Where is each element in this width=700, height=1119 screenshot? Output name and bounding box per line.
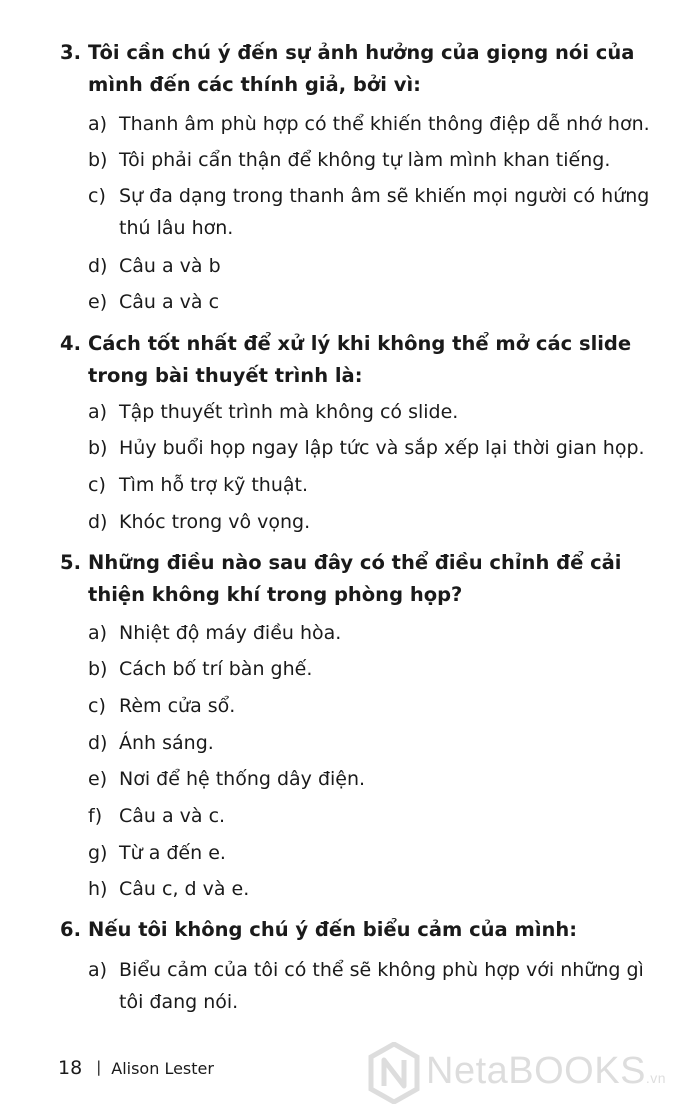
option-text: Cách bố trí bàn ghế. (119, 658, 313, 680)
option-letter: b) (88, 658, 108, 680)
question-number: 5. (60, 551, 81, 574)
author-name: Alison Lester (111, 1059, 214, 1078)
question-4 (60, 328, 665, 392)
option-5h (88, 873, 668, 905)
option-4a (88, 396, 668, 428)
watermark-brand: NetaBOOKS (426, 1050, 646, 1092)
option-text: Thanh âm phù hợp có thể khiến thông điệp dễ nhớ hơn. (119, 113, 650, 135)
option-letter: d) (88, 255, 108, 277)
option-letter: e) (88, 291, 108, 313)
option-letter: g) (88, 842, 108, 864)
option-5c (88, 690, 668, 722)
option-letter: a) (88, 401, 108, 423)
option-text: Tìm hỗ trợ kỹ thuật. (119, 474, 309, 496)
option-text: Sự đa dạng trong thanh âm sẽ khiến mọi người có hứng thú lâu hơn. (119, 185, 650, 239)
option-letter: c) (88, 185, 106, 207)
option-text: Rèm cửa sổ. (119, 695, 236, 717)
watermark-text (426, 1050, 666, 1093)
option-text: Câu c, d và e. (119, 878, 250, 900)
option-text: Từ a đến e. (119, 842, 226, 864)
option-4c (88, 469, 668, 501)
option-text: Câu a và c. (119, 805, 226, 827)
option-letter: e) (88, 768, 108, 790)
question-6 (60, 914, 665, 946)
option-text: Tập thuyết trình mà không có slide. (119, 401, 459, 423)
option-letter: c) (88, 695, 106, 717)
option-5f (88, 800, 668, 832)
option-text: Khóc trong vô vọng. (119, 511, 311, 533)
question-5 (60, 547, 665, 611)
question-3 (60, 37, 665, 101)
option-5d (88, 727, 668, 759)
watermark (368, 1038, 690, 1108)
option-3b (88, 144, 668, 176)
question-text: Tôi cần chú ý đến sự ảnh hưởng của giọng nói của mình đến các thính giả, bởi vì: (88, 41, 635, 96)
option-letter: f) (88, 805, 103, 827)
option-6a (88, 954, 668, 1018)
option-letter: a) (88, 622, 108, 644)
question-text: Những điều nào sau đây có thể điều chỉnh để cải thiện không khí trong phòng họp? (88, 551, 622, 606)
option-text: Ánh sáng. (119, 732, 214, 754)
footer-separator: | (96, 1058, 102, 1076)
option-text: Nhiệt độ máy điều hòa. (119, 622, 342, 644)
option-5a (88, 617, 668, 649)
option-letter: d) (88, 511, 108, 533)
option-3d (88, 250, 668, 282)
option-5g (88, 837, 668, 869)
question-text: Nếu tôi không chú ý đến biểu cảm của mình: (88, 918, 578, 941)
option-letter: b) (88, 149, 108, 171)
page-footer (58, 1054, 214, 1082)
netabooks-logo-icon (368, 1042, 420, 1104)
option-text: Câu a và c (119, 291, 220, 313)
page-number: 18 (58, 1057, 83, 1079)
option-letter: b) (88, 437, 108, 459)
option-3a (88, 108, 668, 140)
option-4d (88, 506, 668, 538)
option-text: Tôi phải cẩn thận để không tự làm mình khan tiếng. (119, 149, 611, 171)
option-letter: h) (88, 878, 108, 900)
option-letter: a) (88, 113, 108, 135)
question-number: 3. (60, 41, 81, 64)
option-text: Biểu cảm của tôi có thể sẽ không phù hợp với những gì tôi đang nói. (119, 959, 644, 1013)
option-3e (88, 286, 668, 318)
option-text: Câu a và b (119, 255, 221, 277)
option-letter: c) (88, 474, 106, 496)
option-text: Nơi để hệ thống dây điện. (119, 768, 366, 790)
option-3c (88, 180, 668, 244)
option-letter: a) (88, 959, 108, 981)
option-4b (88, 432, 668, 464)
question-number: 4. (60, 332, 81, 355)
option-letter: d) (88, 732, 108, 754)
option-text: Hủy buổi họp ngay lập tức và sắp xếp lại thời gian họp. (119, 437, 645, 459)
option-5e (88, 763, 668, 795)
question-number: 6. (60, 918, 81, 941)
question-text: Cách tốt nhất để xử lý khi không thể mở các slide trong bài thuyết trình là: (88, 332, 632, 387)
watermark-suffix: .vn (645, 1070, 667, 1086)
option-5b (88, 653, 668, 685)
